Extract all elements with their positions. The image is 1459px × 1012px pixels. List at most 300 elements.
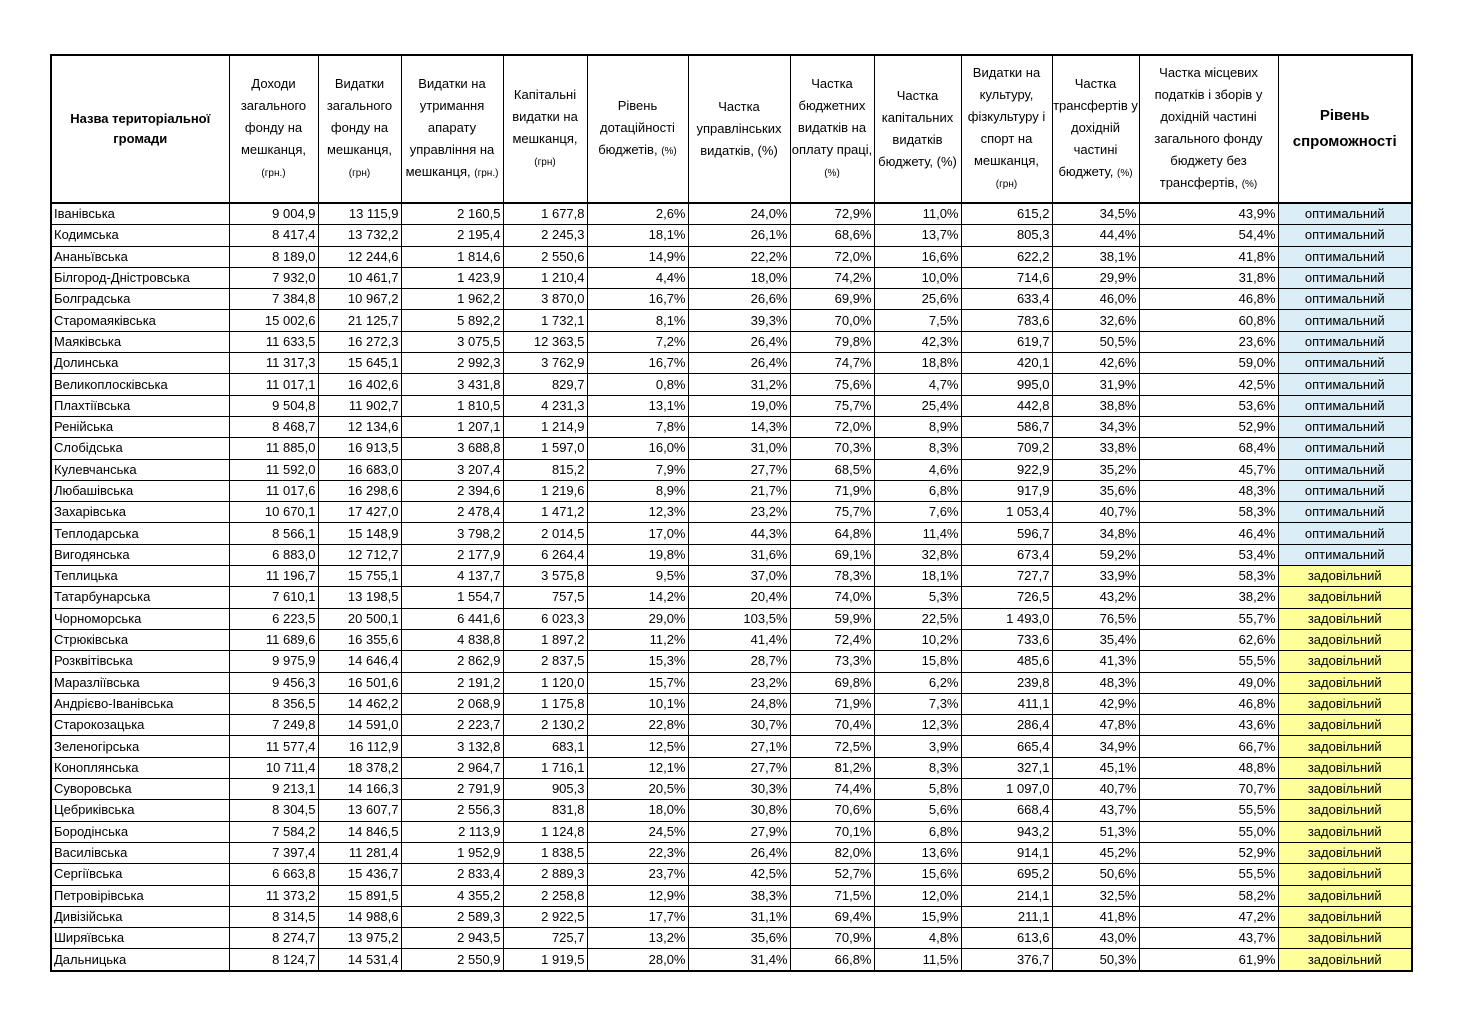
capacity-level-cell: задовільний — [1278, 693, 1412, 714]
capacity-level-cell: задовільний — [1278, 672, 1412, 693]
expenses-cell: 14 846,5 — [318, 821, 401, 842]
income-cell: 8 124,7 — [229, 949, 318, 971]
mgmt-share-cell: 26,4% — [688, 842, 790, 863]
community-name-cell: Коноплянська — [51, 757, 229, 778]
subsidy-cell: 7,9% — [587, 459, 688, 480]
admin-cell: 2 550,9 — [401, 949, 503, 971]
header-unit: (грн.) — [474, 168, 499, 179]
community-name-cell: Болградська — [51, 289, 229, 310]
capacity-level-cell: задовільний — [1278, 757, 1412, 778]
header-text: Рівень дотаційності бюджетів, — [598, 98, 675, 157]
community-name-cell: Іванівська — [51, 203, 229, 225]
culture-cell: 327,1 — [961, 757, 1052, 778]
capital-share-cell: 11,4% — [874, 523, 961, 544]
capacity-level-cell: задовільний — [1278, 821, 1412, 842]
subsidy-cell: 20,5% — [587, 779, 688, 800]
header-transfer-share — [1052, 55, 1139, 203]
income-cell: 11 017,6 — [229, 480, 318, 501]
transfer-share-cell: 46,0% — [1052, 289, 1139, 310]
admin-cell: 1 207,1 — [401, 416, 503, 437]
expenses-cell: 16 683,0 — [318, 459, 401, 480]
capacity-level-cell: задовільний — [1278, 885, 1412, 906]
capital-cell: 1 210,4 — [503, 267, 587, 288]
capital-cell: 4 231,3 — [503, 395, 587, 416]
wage-share-cell: 64,8% — [790, 523, 874, 544]
subsidy-cell: 17,0% — [587, 523, 688, 544]
transfer-share-cell: 51,3% — [1052, 821, 1139, 842]
expenses-cell: 14 531,4 — [318, 949, 401, 971]
transfer-share-cell: 33,8% — [1052, 438, 1139, 459]
header-text: Капітальні видатки на мешканця, — [512, 87, 578, 146]
table-row — [51, 906, 1412, 927]
culture-cell: 668,4 — [961, 800, 1052, 821]
table-row — [51, 885, 1412, 906]
wage-share-cell: 74,4% — [790, 779, 874, 800]
transfer-share-cell: 50,3% — [1052, 949, 1139, 971]
capital-share-cell: 5,3% — [874, 587, 961, 608]
income-cell: 11 577,4 — [229, 736, 318, 757]
table-row — [51, 289, 1412, 310]
community-name-cell: Кулевчанська — [51, 459, 229, 480]
transfer-share-cell: 48,3% — [1052, 672, 1139, 693]
income-cell: 9 213,1 — [229, 779, 318, 800]
admin-cell: 3 798,2 — [401, 523, 503, 544]
income-cell: 11 373,2 — [229, 885, 318, 906]
local-tax-share-cell: 38,2% — [1139, 587, 1278, 608]
capacity-level-cell: задовільний — [1278, 800, 1412, 821]
capital-share-cell: 6,8% — [874, 821, 961, 842]
admin-cell: 2 862,9 — [401, 651, 503, 672]
mgmt-share-cell: 14,3% — [688, 416, 790, 437]
capacity-level-cell: задовільний — [1278, 736, 1412, 757]
community-name-cell: Дивізійська — [51, 906, 229, 927]
community-name-cell: Сергіївська — [51, 864, 229, 885]
capital-cell: 1 219,6 — [503, 480, 587, 501]
local-tax-share-cell: 55,5% — [1139, 651, 1278, 672]
capital-cell: 2 014,5 — [503, 523, 587, 544]
subsidy-cell: 14,2% — [587, 587, 688, 608]
table-row — [51, 715, 1412, 736]
transfer-share-cell: 29,9% — [1052, 267, 1139, 288]
local-tax-share-cell: 66,7% — [1139, 736, 1278, 757]
expenses-cell: 14 166,3 — [318, 779, 401, 800]
mgmt-share-cell: 27,1% — [688, 736, 790, 757]
mgmt-share-cell: 26,4% — [688, 353, 790, 374]
expenses-cell: 13 607,7 — [318, 800, 401, 821]
capital-cell: 6 264,4 — [503, 544, 587, 565]
subsidy-cell: 2,6% — [587, 203, 688, 225]
community-name-cell: Любашівська — [51, 480, 229, 501]
capital-cell: 831,8 — [503, 800, 587, 821]
culture-cell: 214,1 — [961, 885, 1052, 906]
income-cell: 8 304,5 — [229, 800, 318, 821]
table-row — [51, 629, 1412, 650]
wage-share-cell: 74,0% — [790, 587, 874, 608]
capital-share-cell: 10,2% — [874, 629, 961, 650]
subsidy-cell: 22,8% — [587, 715, 688, 736]
income-cell: 6 663,8 — [229, 864, 318, 885]
table-row — [51, 842, 1412, 863]
income-cell: 6 223,5 — [229, 608, 318, 629]
subsidy-cell: 4,4% — [587, 267, 688, 288]
income-cell: 11 689,6 — [229, 629, 318, 650]
culture-cell: 914,1 — [961, 842, 1052, 863]
transfer-share-cell: 34,5% — [1052, 203, 1139, 225]
wage-share-cell: 70,4% — [790, 715, 874, 736]
local-tax-share-cell: 55,7% — [1139, 608, 1278, 629]
income-cell: 7 249,8 — [229, 715, 318, 736]
transfer-share-cell: 43,7% — [1052, 800, 1139, 821]
culture-cell: 633,4 — [961, 289, 1052, 310]
capital-share-cell: 8,3% — [874, 438, 961, 459]
capital-cell: 3 575,8 — [503, 566, 587, 587]
admin-cell: 4 355,2 — [401, 885, 503, 906]
capacity-level-cell: оптимальний — [1278, 416, 1412, 437]
community-name-cell: Старокозацька — [51, 715, 229, 736]
capacity-level-cell: задовільний — [1278, 587, 1412, 608]
transfer-share-cell: 42,6% — [1052, 353, 1139, 374]
transfer-share-cell: 47,8% — [1052, 715, 1139, 736]
wage-share-cell: 71,9% — [790, 693, 874, 714]
header-expenses — [318, 55, 401, 203]
admin-cell: 2 589,3 — [401, 906, 503, 927]
capital-share-cell: 42,3% — [874, 331, 961, 352]
table-row — [51, 395, 1412, 416]
mgmt-share-cell: 19,0% — [688, 395, 790, 416]
wage-share-cell: 74,7% — [790, 353, 874, 374]
income-cell: 8 314,5 — [229, 906, 318, 927]
mgmt-share-cell: 31,4% — [688, 949, 790, 971]
header-text: Рівень спроможності — [1292, 107, 1397, 150]
subsidy-cell: 0,8% — [587, 374, 688, 395]
local-tax-share-cell: 55,0% — [1139, 821, 1278, 842]
community-name-cell: Теплодарська — [51, 523, 229, 544]
wage-share-cell: 69,4% — [790, 906, 874, 927]
header-text: Назва територіальної громади — [70, 111, 211, 146]
wage-share-cell: 69,1% — [790, 544, 874, 565]
capital-cell: 1 732,1 — [503, 310, 587, 331]
community-name-cell: Суворовська — [51, 779, 229, 800]
capital-share-cell: 7,3% — [874, 693, 961, 714]
table-row — [51, 928, 1412, 949]
mgmt-share-cell: 35,6% — [688, 928, 790, 949]
admin-cell: 2 478,4 — [401, 502, 503, 523]
header-mgmt-share — [688, 55, 790, 203]
income-cell: 7 932,0 — [229, 267, 318, 288]
wage-share-cell: 59,9% — [790, 608, 874, 629]
local-tax-share-cell: 70,7% — [1139, 779, 1278, 800]
wage-share-cell: 71,5% — [790, 885, 874, 906]
capital-cell: 12 363,5 — [503, 331, 587, 352]
wage-share-cell: 70,1% — [790, 821, 874, 842]
community-name-cell: Кодимська — [51, 225, 229, 246]
capacity-level-cell: оптимальний — [1278, 395, 1412, 416]
table-row — [51, 651, 1412, 672]
wage-share-cell: 75,7% — [790, 502, 874, 523]
transfer-share-cell: 50,5% — [1052, 331, 1139, 352]
expenses-cell: 10 461,7 — [318, 267, 401, 288]
capital-cell: 1 897,2 — [503, 629, 587, 650]
expenses-cell: 15 645,1 — [318, 353, 401, 374]
admin-cell: 3 132,8 — [401, 736, 503, 757]
community-name-cell: Ананьївська — [51, 246, 229, 267]
community-name-cell: Татарбунарська — [51, 587, 229, 608]
culture-cell: 615,2 — [961, 203, 1052, 225]
admin-cell: 2 964,7 — [401, 757, 503, 778]
table-row — [51, 757, 1412, 778]
header-text: Частка трансфертів у дохідній частині бюджету, — [1053, 76, 1138, 179]
capital-cell: 829,7 — [503, 374, 587, 395]
table-body — [51, 203, 1412, 971]
wage-share-cell: 72,0% — [790, 246, 874, 267]
capital-share-cell: 15,8% — [874, 651, 961, 672]
table-row — [51, 374, 1412, 395]
mgmt-share-cell: 37,0% — [688, 566, 790, 587]
capital-cell: 3 870,0 — [503, 289, 587, 310]
mgmt-share-cell: 30,7% — [688, 715, 790, 736]
capital-cell: 2 889,3 — [503, 864, 587, 885]
header-capital-share — [874, 55, 961, 203]
transfer-share-cell: 32,5% — [1052, 885, 1139, 906]
capital-cell: 1 471,2 — [503, 502, 587, 523]
capital-share-cell: 18,1% — [874, 566, 961, 587]
expenses-cell: 12 712,7 — [318, 544, 401, 565]
income-cell: 11 317,3 — [229, 353, 318, 374]
mgmt-share-cell: 31,2% — [688, 374, 790, 395]
capital-share-cell: 15,9% — [874, 906, 961, 927]
capacity-level-cell: оптимальний — [1278, 502, 1412, 523]
transfer-share-cell: 34,3% — [1052, 416, 1139, 437]
capital-share-cell: 5,6% — [874, 800, 961, 821]
capital-cell: 1 838,5 — [503, 842, 587, 863]
community-name-cell: Цебриківська — [51, 800, 229, 821]
admin-cell: 1 962,2 — [401, 289, 503, 310]
mgmt-share-cell: 22,2% — [688, 246, 790, 267]
wage-share-cell: 69,9% — [790, 289, 874, 310]
capital-share-cell: 32,8% — [874, 544, 961, 565]
capital-share-cell: 3,9% — [874, 736, 961, 757]
subsidy-cell: 9,5% — [587, 566, 688, 587]
mgmt-share-cell: 18,0% — [688, 267, 790, 288]
capacity-level-cell: задовільний — [1278, 928, 1412, 949]
culture-cell: 485,6 — [961, 651, 1052, 672]
table-row — [51, 310, 1412, 331]
capital-cell: 1 124,8 — [503, 821, 587, 842]
mgmt-share-cell: 26,1% — [688, 225, 790, 246]
community-name-cell: Старомаяківська — [51, 310, 229, 331]
local-tax-share-cell: 42,5% — [1139, 374, 1278, 395]
capital-share-cell: 5,8% — [874, 779, 961, 800]
capacity-level-cell: задовільний — [1278, 651, 1412, 672]
capital-cell: 1 716,1 — [503, 757, 587, 778]
expenses-cell: 11 902,7 — [318, 395, 401, 416]
admin-cell: 3 075,5 — [401, 331, 503, 352]
subsidy-cell: 23,7% — [587, 864, 688, 885]
subsidy-cell: 19,8% — [587, 544, 688, 565]
transfer-share-cell: 59,2% — [1052, 544, 1139, 565]
subsidy-cell: 12,3% — [587, 502, 688, 523]
wage-share-cell: 66,8% — [790, 949, 874, 971]
mgmt-share-cell: 44,3% — [688, 523, 790, 544]
admin-cell: 5 892,2 — [401, 310, 503, 331]
header-unit: (грн) — [995, 179, 1018, 190]
capacity-level-cell: оптимальний — [1278, 374, 1412, 395]
table-row — [51, 693, 1412, 714]
capital-cell: 3 762,9 — [503, 353, 587, 374]
subsidy-cell: 18,0% — [587, 800, 688, 821]
capital-cell: 1 597,0 — [503, 438, 587, 459]
mgmt-share-cell: 30,3% — [688, 779, 790, 800]
wage-share-cell: 72,0% — [790, 416, 874, 437]
capital-cell: 683,1 — [503, 736, 587, 757]
community-name-cell: Ренійська — [51, 416, 229, 437]
local-tax-share-cell: 47,2% — [1139, 906, 1278, 927]
expenses-cell: 12 244,6 — [318, 246, 401, 267]
expenses-cell: 13 115,9 — [318, 203, 401, 225]
header-unit: (%) — [824, 168, 840, 179]
expenses-cell: 20 500,1 — [318, 608, 401, 629]
header-culture — [961, 55, 1052, 203]
local-tax-share-cell: 43,6% — [1139, 715, 1278, 736]
subsidy-cell: 28,0% — [587, 949, 688, 971]
wage-share-cell: 68,5% — [790, 459, 874, 480]
local-tax-share-cell: 49,0% — [1139, 672, 1278, 693]
income-cell: 9 456,3 — [229, 672, 318, 693]
local-tax-share-cell: 55,5% — [1139, 800, 1278, 821]
wage-share-cell: 75,7% — [790, 395, 874, 416]
admin-cell: 4 838,8 — [401, 629, 503, 650]
admin-cell: 2 943,5 — [401, 928, 503, 949]
mgmt-share-cell: 103,5% — [688, 608, 790, 629]
local-tax-share-cell: 58,3% — [1139, 502, 1278, 523]
transfer-share-cell: 38,8% — [1052, 395, 1139, 416]
community-name-cell: Стрюківська — [51, 629, 229, 650]
transfer-share-cell: 41,8% — [1052, 906, 1139, 927]
culture-cell: 619,7 — [961, 331, 1052, 352]
table-row — [51, 267, 1412, 288]
subsidy-cell: 12,5% — [587, 736, 688, 757]
transfer-share-cell: 35,2% — [1052, 459, 1139, 480]
wage-share-cell: 68,6% — [790, 225, 874, 246]
mgmt-share-cell: 28,7% — [688, 651, 790, 672]
table-row — [51, 566, 1412, 587]
capital-share-cell: 25,6% — [874, 289, 961, 310]
culture-cell: 286,4 — [961, 715, 1052, 736]
wage-share-cell: 72,5% — [790, 736, 874, 757]
subsidy-cell: 12,9% — [587, 885, 688, 906]
expenses-cell: 17 427,0 — [318, 502, 401, 523]
mgmt-share-cell: 41,4% — [688, 629, 790, 650]
header-local-tax-share — [1139, 55, 1278, 203]
community-name-cell: Слобідська — [51, 438, 229, 459]
culture-cell: 673,4 — [961, 544, 1052, 565]
mgmt-share-cell: 23,2% — [688, 502, 790, 523]
local-tax-share-cell: 54,4% — [1139, 225, 1278, 246]
subsidy-cell: 12,1% — [587, 757, 688, 778]
local-tax-share-cell: 58,3% — [1139, 566, 1278, 587]
capital-cell: 757,5 — [503, 587, 587, 608]
expenses-cell: 15 891,5 — [318, 885, 401, 906]
table-row — [51, 672, 1412, 693]
transfer-share-cell: 76,5% — [1052, 608, 1139, 629]
table-row — [51, 736, 1412, 757]
capital-cell: 1 175,8 — [503, 693, 587, 714]
local-tax-share-cell: 45,7% — [1139, 459, 1278, 480]
income-cell: 7 397,4 — [229, 842, 318, 863]
admin-cell: 2 992,3 — [401, 353, 503, 374]
culture-cell: 943,2 — [961, 821, 1052, 842]
local-tax-share-cell: 62,6% — [1139, 629, 1278, 650]
income-cell: 7 584,2 — [229, 821, 318, 842]
mgmt-share-cell: 27,7% — [688, 757, 790, 778]
capital-share-cell: 7,5% — [874, 310, 961, 331]
transfer-share-cell: 34,8% — [1052, 523, 1139, 544]
capital-share-cell: 15,6% — [874, 864, 961, 885]
capacity-level-cell: задовільний — [1278, 566, 1412, 587]
transfer-share-cell: 43,2% — [1052, 587, 1139, 608]
income-cell: 11 196,7 — [229, 566, 318, 587]
subsidy-cell: 22,3% — [587, 842, 688, 863]
admin-cell: 1 423,9 — [401, 267, 503, 288]
table-row — [51, 608, 1412, 629]
expenses-cell: 15 755,1 — [318, 566, 401, 587]
capacity-level-cell: оптимальний — [1278, 203, 1412, 225]
capacity-table — [50, 54, 1413, 972]
community-name-cell: Білгород-Дністровська — [51, 267, 229, 288]
expenses-cell: 16 272,3 — [318, 331, 401, 352]
header-capital — [503, 55, 587, 203]
income-cell: 7 610,1 — [229, 587, 318, 608]
subsidy-cell: 29,0% — [587, 608, 688, 629]
subsidy-cell: 7,2% — [587, 331, 688, 352]
capacity-level-cell: оптимальний — [1278, 225, 1412, 246]
culture-cell: 922,9 — [961, 459, 1052, 480]
culture-cell: 613,6 — [961, 928, 1052, 949]
culture-cell: 596,7 — [961, 523, 1052, 544]
community-name-cell: Вигодянська — [51, 544, 229, 565]
culture-cell: 917,9 — [961, 480, 1052, 501]
transfer-share-cell: 44,4% — [1052, 225, 1139, 246]
subsidy-cell: 16,0% — [587, 438, 688, 459]
expenses-cell: 11 281,4 — [318, 842, 401, 863]
culture-cell: 1 053,4 — [961, 502, 1052, 523]
culture-cell: 805,3 — [961, 225, 1052, 246]
header-text: Видатки на культуру, фізкультуру і спорт на мешканця, — [967, 65, 1046, 168]
header-text: Доходи загального фонду на мешканця, — [240, 76, 307, 157]
table-row — [51, 779, 1412, 800]
wage-share-cell: 52,7% — [790, 864, 874, 885]
header-text: Видатки на утримання апарату управління на мешканця, — [405, 76, 495, 179]
table-row — [51, 523, 1412, 544]
capital-share-cell: 6,8% — [874, 480, 961, 501]
mgmt-share-cell: 31,6% — [688, 544, 790, 565]
header-text: Видатки загального фонду на мешканця, — [326, 76, 393, 157]
wage-share-cell: 75,6% — [790, 374, 874, 395]
capital-cell: 2 922,5 — [503, 906, 587, 927]
culture-cell: 709,2 — [961, 438, 1052, 459]
capital-cell: 1 120,0 — [503, 672, 587, 693]
admin-cell: 1 814,6 — [401, 246, 503, 267]
capital-share-cell: 13,6% — [874, 842, 961, 863]
transfer-share-cell: 40,7% — [1052, 502, 1139, 523]
capital-share-cell: 4,8% — [874, 928, 961, 949]
capacity-level-cell: оптимальний — [1278, 353, 1412, 374]
expenses-cell: 14 646,4 — [318, 651, 401, 672]
community-name-cell: Захарівська — [51, 502, 229, 523]
subsidy-cell: 24,5% — [587, 821, 688, 842]
culture-cell: 726,5 — [961, 587, 1052, 608]
table-row — [51, 821, 1412, 842]
